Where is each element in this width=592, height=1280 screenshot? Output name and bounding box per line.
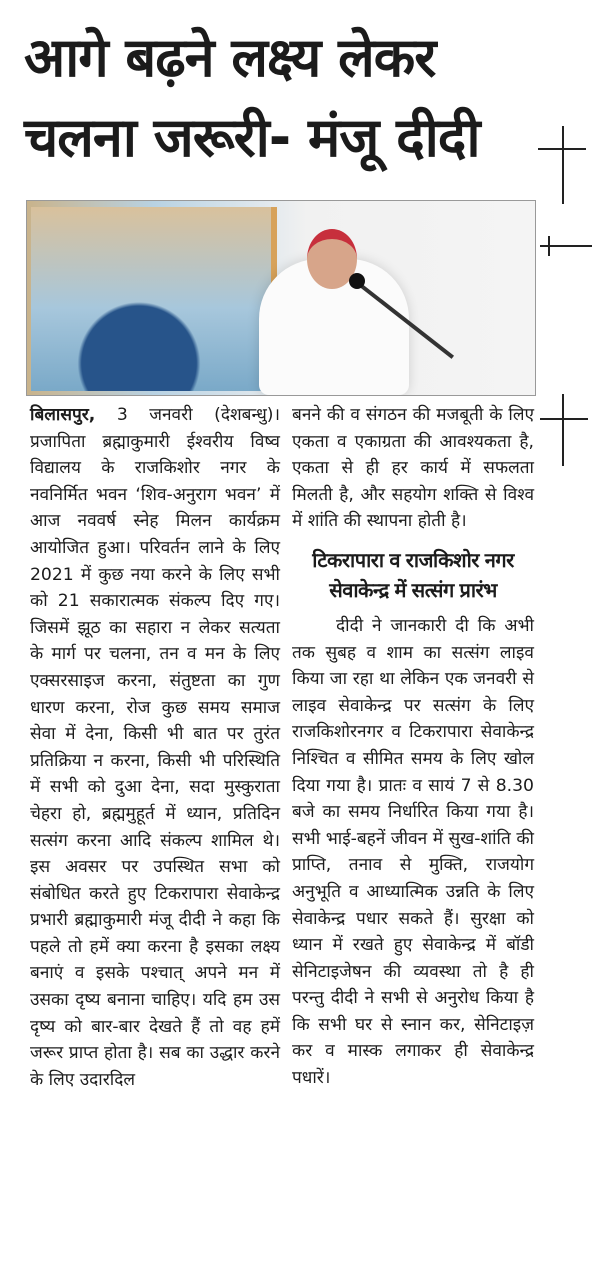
article-paragraph-2: दीदी ने जानकारी दी कि अभी तक सुबह व शाम का सत्संग लाइव किया जा रहा था लेकिन एक जनवरी से लाइव सेवाकेन्द्र पर सत्संग के लिए राजकिशोरनगर व टिकरापारा सेवाकेन्द्र निश्चित व सीमित समय के लिए खोल दिया गया है। प्रातः व सायं 7 से 8.30 बजे का समय निर्धारित किया गया है। सभी भाई-बहनें जीवन में सुख-शांति की प्राप्ति, तनाव से मुक्ति, राजयोग अनुभूति व आध्यात्मिक उन्नति के लिए सेवाकेन्द्र पधार सकते हैं। सुरक्षा को ध्यान में रखते हुए सेवाकेन्द्र में बॉडी सेनिटाइजेषन की व्यवस्था तो है ही परन्तु दीदी ने सभी से अनुरोध किया है कि सभी घर से स्नान कर, सेनिटाइज़ कर व मास्क लगाकर ही सेवाकेन्द्र पधारें।	[292, 615, 534, 1089]
photo-poster	[31, 207, 277, 391]
headline-line-2: चलना जरूरी- मंजू दीदी	[24, 106, 480, 169]
crop-mark-v1	[562, 126, 564, 204]
headline	[24, 18, 544, 178]
article-paragraph-1-continued: बनने की व संगठन की मजबूती के लिए एकता व एकाग्रता की आवश्यकता है, एकता से ही हर कार्य में सफलता मिलती है, और सहयोग शक्ति से विश्व में शांति की स्थापना होती है।	[292, 405, 534, 532]
article-photo	[26, 200, 536, 396]
crop-mark-v2	[548, 236, 550, 256]
crop-mark-v3	[562, 394, 564, 466]
microphone-icon	[349, 273, 365, 289]
headline-line-1: आगे बढ़ने लक्ष्य लेकर	[24, 26, 436, 89]
article-column-right	[292, 402, 534, 1092]
article-paragraph-1	[30, 402, 280, 1093]
article-paragraph-1-body: 3 जनवरी (देशबन्धु)। प्रजापिता ब्रह्माकुमारी ईश्वरीय विष्व विद्यालय के राजकिशोर नगर के नवनिर्मित भवन ‘शिव-अनुराग भवन’ में आज नववर्ष स्नेह मिलन कार्यक्रम आयोजित हुआ। परिवर्तन लाने के लिए 2021 में कुछ नया करने के लिए सभी को 21 सकारात्मक संकल्प दिए गए। जिसमें झूठ का सहारा न लेकर सत्यता के मार्ग पर चलना, तन व मन के लिए एक्सरसाइज करना, संतुष्टता का गुण धारण करना, रोज कुछ समय समाज सेवा में देना, किसी भी बात पर तुरंत प्रतिक्रिया न करना, किसी भी परिस्थिति में सभी को दुआ देना, सदा मुस्कुराता चेहरा हो, ब्रह्ममुहूर्त में ध्यान, प्रतिदिन सत्संग करना आदि संकल्प शामिल थे। इस अवसर पर उपस्थित सभा को संबोधित करते हुए टिकरापारा सेवाकेन्द्र प्रभारी ब्रह्माकुमारी मंजू दीदी ने कहा कि पहले तो हमें क्या करना है इसका लक्ष्य बनाएं व इसके पश्चात् अपने मन में उसका दृष्य बनाना चाहिए। यदि हम उस दृष्य को बार-बार देखते हैं तो वह हमें जरूर प्राप्त होता है। सब का उद्धार करने के लिए उदारदिल	[30, 405, 280, 1090]
article-subheading: टिकरापारा व राजकिशोर नगर सेवाकेन्द्र में सत्संग प्रारंभ	[312, 547, 514, 602]
article-column-left	[30, 402, 280, 1093]
dateline: बिलासपुर,	[30, 405, 96, 425]
crop-mark-h3	[540, 418, 588, 420]
